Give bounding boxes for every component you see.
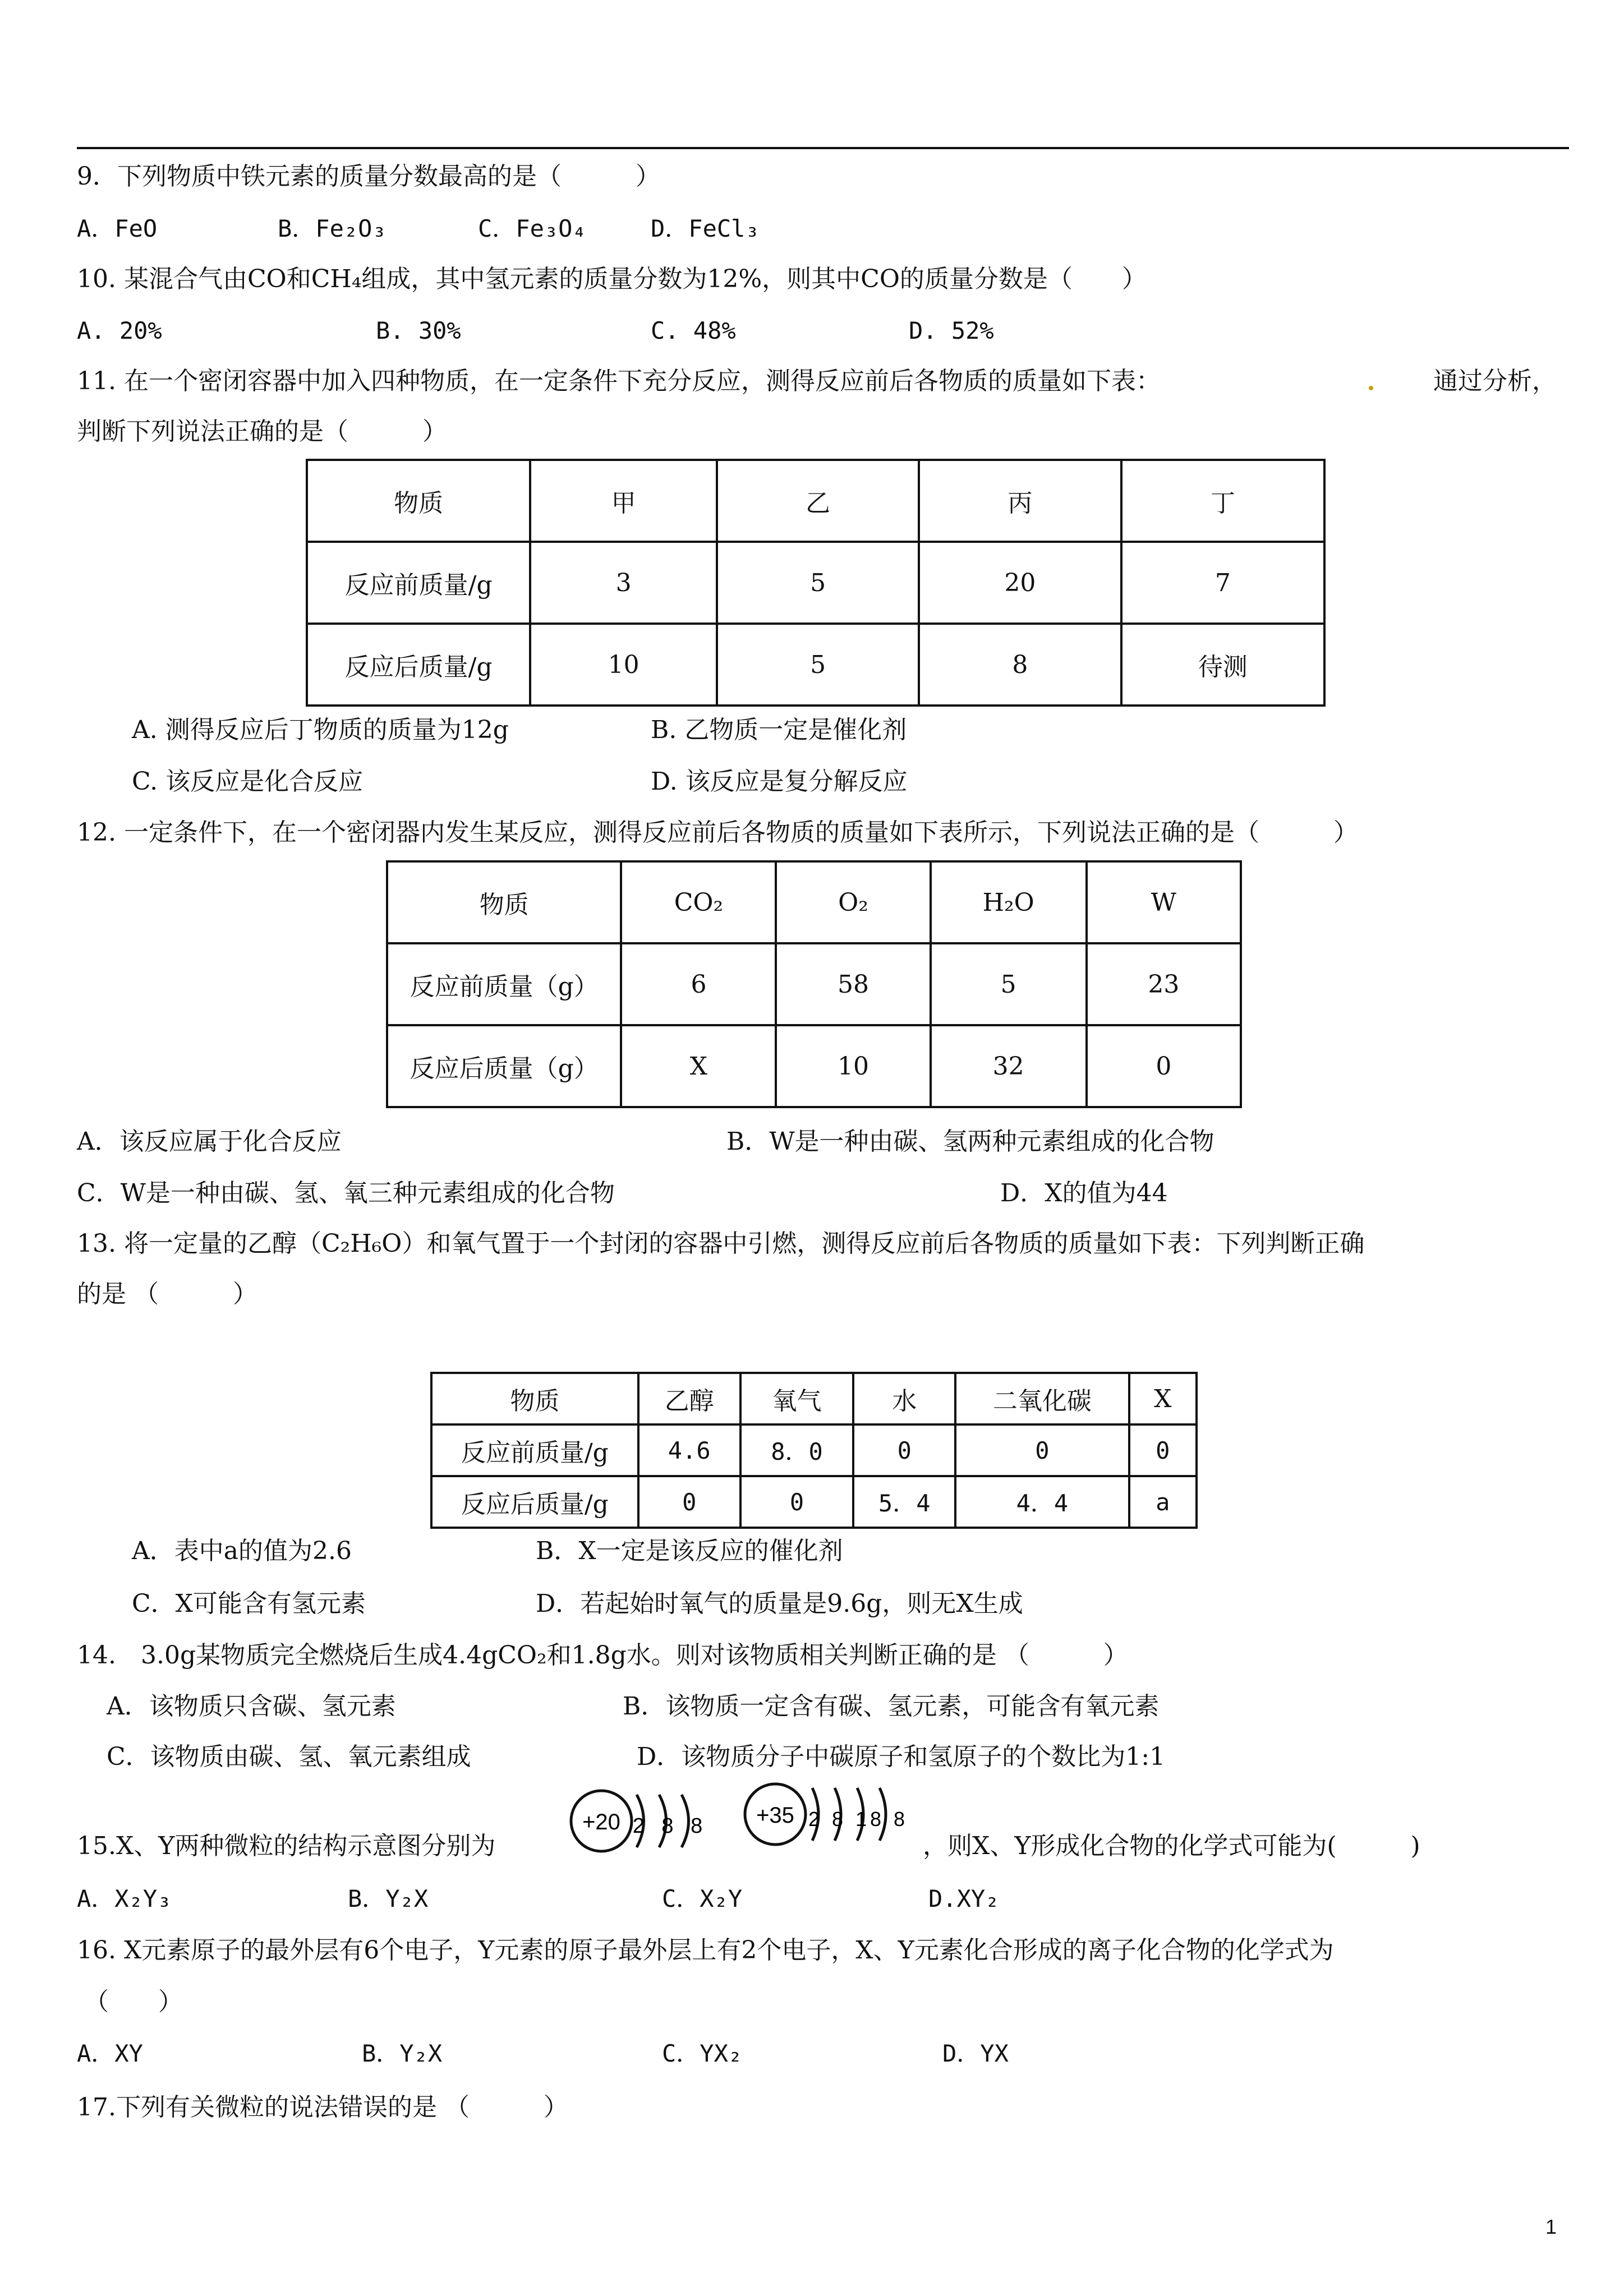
q11-table-cell: 20 bbox=[919, 542, 1121, 624]
page-number: 1 bbox=[1545, 2215, 1557, 2238]
q15-option-c: C．X₂Y bbox=[662, 1885, 743, 1912]
q9-option-b: B．Fe₂O₃ bbox=[278, 215, 387, 242]
q11-table-cell: 10 bbox=[530, 624, 717, 706]
q12-table-header-cell: 物质 bbox=[387, 861, 621, 943]
q12-table-header-cell: O₂ bbox=[776, 861, 930, 943]
atom-x-shell-electrons: 2 8 8 bbox=[632, 1814, 709, 1838]
q11-table-cell: 反应前质量/g bbox=[307, 542, 530, 624]
q13-table-cell: a bbox=[1129, 1476, 1197, 1528]
question-13-stem-line2: 的是 （ ） bbox=[77, 1280, 257, 1308]
q12-table-cell: 反应后质量（g） bbox=[387, 1025, 621, 1107]
question-10-stem: 10. 某混合气由CO和CH₄组成，其中氢元素的质量分数为12%，则其中CO的质量分数是（ ） bbox=[77, 265, 1147, 293]
q11-table-header-cell: 丙 bbox=[919, 460, 1121, 542]
q11-table-header-cell: 乙 bbox=[717, 460, 919, 542]
q16-option-a: A．XY bbox=[77, 2040, 143, 2067]
q13-table-cell: 5．4 bbox=[853, 1476, 955, 1528]
q13-table-cell: 4.6 bbox=[638, 1424, 740, 1476]
q13-table-cell: 反应前质量/g bbox=[431, 1424, 638, 1476]
q11-table-header-cell: 甲 bbox=[530, 460, 717, 542]
q11-table-header-cell: 物质 bbox=[307, 460, 530, 542]
q11-table-cell: 7 bbox=[1121, 542, 1324, 624]
q13-table-header-cell: X bbox=[1129, 1373, 1197, 1424]
q16-option-d: D．YX bbox=[942, 2040, 1009, 2067]
q11-option-d: D. 该反应是复分解反应 bbox=[651, 767, 908, 796]
atom-x-structure-diagram bbox=[567, 1779, 724, 1863]
q13-table-header-cell: 二氧化碳 bbox=[955, 1373, 1129, 1424]
q14-option-d: D．该物质分子中碳原子和氢原子的个数比为1:1 bbox=[637, 1742, 1166, 1771]
q12-table-cell: 10 bbox=[776, 1025, 930, 1107]
q11-table-cell: 反应后质量/g bbox=[307, 624, 530, 706]
q13-table-cell: 0 bbox=[638, 1476, 740, 1528]
q12-table-header-cell: CO₂ bbox=[621, 861, 776, 943]
q13-option-a: A．表中a的值为2.6 bbox=[132, 1537, 352, 1565]
q11-table bbox=[306, 459, 1326, 707]
question-13-stem-line1: 13. 将一定量的乙醇（C₂H₆O）和氧气置于一个封闭的容器中引燃，测得反应前后各物质的质量如下表：下列判断正确 bbox=[77, 1229, 1365, 1258]
q14-option-c: C．该物质由碳、氢、氧元素组成 bbox=[107, 1742, 471, 1771]
q12-table-cell: 5 bbox=[931, 943, 1087, 1025]
q13-option-c: C．X可能含有氢元素 bbox=[132, 1589, 366, 1618]
atom-y-structure-diagram bbox=[740, 1772, 920, 1862]
q11-table-cell: 8 bbox=[919, 624, 1121, 706]
question-15-stem-prefix: 15.X、Y两种微粒的结构示意图分别为 bbox=[77, 1832, 496, 1860]
q14-option-a: A．该物质只含碳、氢元素 bbox=[107, 1692, 396, 1721]
atom-x-nucleus-label: +20 bbox=[582, 1810, 620, 1834]
header-rule bbox=[77, 147, 1569, 149]
q13-option-d: D．若起始时氧气的质量是9.6g，则无X生成 bbox=[536, 1589, 1023, 1618]
q15-option-b: B．Y₂X bbox=[348, 1885, 429, 1912]
q10-option-b: B. 30% bbox=[376, 317, 461, 344]
q12-option-b: B．W是一种由碳、氢两种元素组成的化合物 bbox=[726, 1127, 1214, 1156]
q13-table-cell: 0 bbox=[853, 1424, 955, 1476]
question-11-stem-line2: 判断下列说法正确的是（ ） bbox=[77, 417, 447, 446]
question-12-stem: 12. 一定条件下，在一个密闭器内发生某反应，测得反应前后各物质的质量如下表所示，下列说法正确的是（ ） bbox=[77, 818, 1358, 847]
q13-table-header-cell: 物质 bbox=[431, 1373, 638, 1424]
q13-table-header-cell: 水 bbox=[853, 1373, 955, 1424]
q11-table-cell: 3 bbox=[530, 542, 717, 624]
atom-y-shell-electrons: 2 8 18 8 bbox=[808, 1808, 909, 1831]
q12-table-header-cell: H₂O bbox=[931, 861, 1087, 943]
question-9-stem: 9．下列物质中铁元素的质量分数最高的是（ ） bbox=[77, 162, 660, 191]
q11-table-cell: 5 bbox=[717, 624, 919, 706]
q16-option-b: B．Y₂X bbox=[362, 2040, 443, 2067]
q11-option-a: A. 测得反应后丁物质的质量为12g bbox=[132, 716, 509, 744]
q10-option-c: C. 48% bbox=[651, 317, 736, 344]
q12-table-cell: 6 bbox=[621, 943, 776, 1025]
q12-option-c: C．W是一种由碳、氢、氧三种元素组成的化合物 bbox=[77, 1179, 615, 1207]
q12-table-cell: 32 bbox=[931, 1025, 1087, 1107]
question-17-stem: 17.下列有关微粒的说法错误的是 （ ） bbox=[77, 2093, 568, 2122]
q12-table-cell: X bbox=[621, 1025, 776, 1107]
q11-table-header-cell: 丁 bbox=[1121, 460, 1324, 542]
q12-table-cell: 反应前质量（g） bbox=[387, 943, 621, 1025]
q12-option-a: A．该反应属于化合反应 bbox=[77, 1127, 342, 1156]
q12-table-cell: 58 bbox=[776, 943, 930, 1025]
q10-option-a: A. 20% bbox=[77, 317, 162, 344]
q12-table-header-cell: W bbox=[1087, 861, 1241, 943]
question-14-stem: 14. 3.0g某物质完全燃烧后生成4.4gCO₂和1.8g水。则对该物质相关判断正确的是 （ ） bbox=[77, 1641, 1128, 1670]
q13-table-cell: 0 bbox=[1129, 1424, 1197, 1476]
question-11-stem-line1: 11. 在一个密闭容器中加入四种物质，在一定条件下充分反应，测得反应前后各物质的质量如下表： bbox=[77, 367, 1161, 395]
q11-option-b: B. 乙物质一定是催化剂 bbox=[651, 716, 907, 744]
q13-option-b: B．X一定是该反应的催化剂 bbox=[536, 1537, 843, 1565]
q11-option-c: C. 该反应是化合反应 bbox=[132, 767, 364, 796]
q13-table bbox=[430, 1372, 1198, 1529]
question-16-stem-line1: 16. X元素原子的最外层有6个电子，Y元素的原子最外层上有2个电子，X、Y元素化合形成的离子化合物的化学式为 bbox=[77, 1936, 1334, 1965]
q15-option-d: D.XY₂ bbox=[928, 1885, 1000, 1912]
q12-table-cell: 23 bbox=[1087, 943, 1241, 1025]
q13-table-cell: 0 bbox=[955, 1424, 1129, 1476]
q14-option-b: B．该物质一定含有碳、氢元素，可能含有氧元素 bbox=[623, 1692, 1160, 1721]
question-11-stem-tail: 通过分析， bbox=[1433, 367, 1557, 395]
question-16-stem-line2: （ ） bbox=[84, 1988, 183, 2016]
q13-table-header-cell: 氧气 bbox=[740, 1373, 854, 1424]
atom-y-nucleus-label: +35 bbox=[756, 1803, 794, 1828]
q9-option-d: D．FeCl₃ bbox=[651, 215, 760, 242]
q9-option-a: A．FeO bbox=[77, 215, 158, 242]
stray-dot bbox=[1369, 386, 1373, 390]
q13-table-cell: 0 bbox=[740, 1476, 854, 1528]
question-15-stem-suffix: ，则X、Y形成化合物的化学式可能为( ) bbox=[923, 1832, 1420, 1860]
q11-table-cell: 5 bbox=[717, 542, 919, 624]
q13-table-cell: 4．4 bbox=[955, 1476, 1129, 1528]
q10-option-d: D. 52% bbox=[909, 317, 994, 344]
q15-option-a: A．X₂Y₃ bbox=[77, 1885, 172, 1912]
q16-option-c: C．YX₂ bbox=[662, 2040, 743, 2067]
q13-table-cell: 反应后质量/g bbox=[431, 1476, 638, 1528]
q13-table-header-cell: 乙醇 bbox=[638, 1373, 740, 1424]
q13-table-cell: 8．0 bbox=[740, 1424, 854, 1476]
q12-table bbox=[386, 860, 1242, 1108]
q12-option-d: D．X的值为44 bbox=[1000, 1179, 1168, 1207]
q9-option-c: C．Fe₃O₄ bbox=[478, 215, 587, 242]
q11-table-cell: 待测 bbox=[1121, 624, 1324, 706]
q12-table-cell: 0 bbox=[1087, 1025, 1241, 1107]
